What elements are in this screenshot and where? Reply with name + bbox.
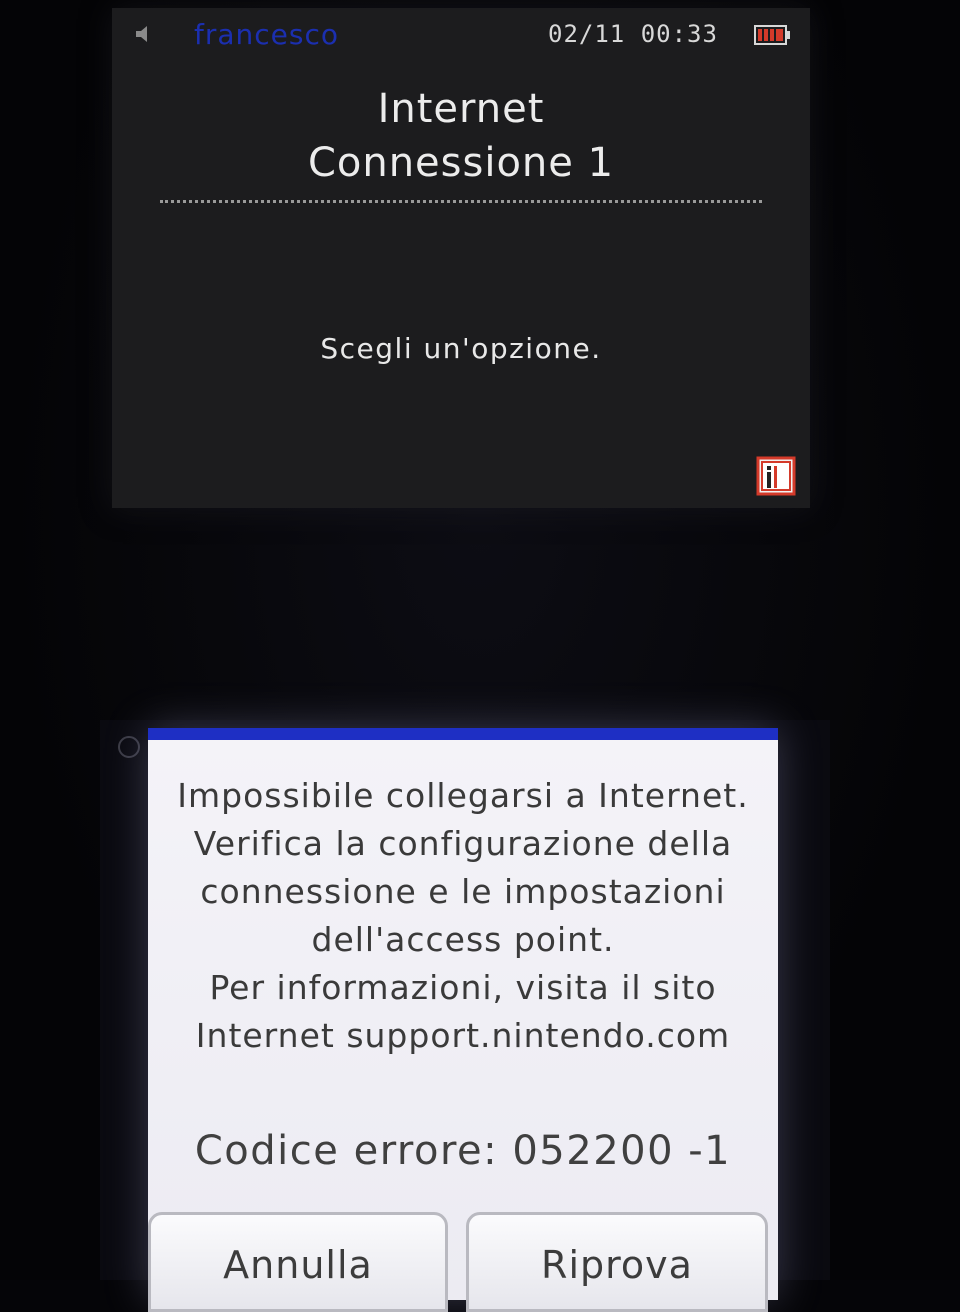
connection-name: Connessione 1 [307, 140, 615, 186]
date: 02/11 [548, 20, 626, 48]
message-line: Per informazioni, visita il sito [209, 968, 717, 1007]
prompt-text: Scegli un'opzione. [320, 332, 602, 365]
error-dialog [148, 728, 778, 1300]
top-screen [112, 8, 810, 508]
time: 00:33 [640, 20, 718, 48]
message-line: Impossibile collegarsi a Internet. [177, 776, 749, 815]
screen-title: Internet [377, 86, 545, 132]
battery-icon [754, 23, 792, 47]
message-line: connessione e le impostazioni [200, 872, 726, 911]
cancel-button[interactable]: Annulla [148, 1212, 448, 1312]
divider [160, 200, 762, 203]
speaker-icon [134, 24, 156, 44]
username: francesco [194, 18, 340, 51]
info-icon [756, 456, 796, 496]
error-code: Codice errore: 052200 -1 [194, 1128, 732, 1174]
message-line: Verifica la configurazione della [193, 824, 733, 863]
message-line: Internet support.nintendo.com [195, 1016, 731, 1055]
message-line: dell'access point. [311, 920, 615, 959]
status-bar [112, 8, 810, 58]
date-time [548, 20, 718, 48]
retry-button[interactable]: Riprova [466, 1212, 768, 1312]
error-message [148, 772, 778, 1060]
bottom-screen [100, 720, 830, 1287]
camera-ring-icon [118, 736, 140, 758]
